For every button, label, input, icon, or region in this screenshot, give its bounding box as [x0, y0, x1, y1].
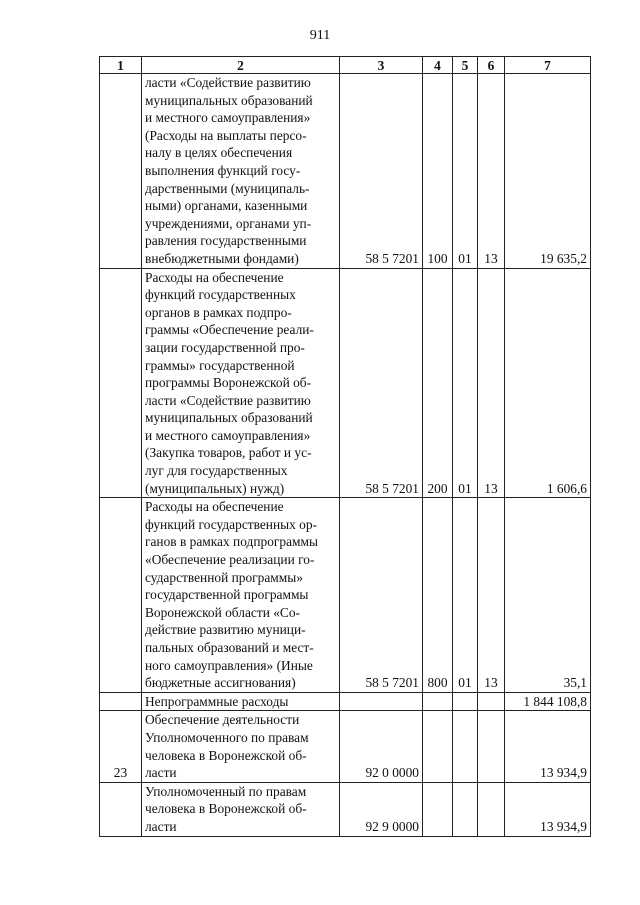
section-code: [453, 692, 478, 711]
description-line: (Закупка товаров, работ и ус-: [145, 445, 312, 461]
description-line: ного самоуправления» (Иные: [145, 657, 313, 673]
row-number: [100, 692, 142, 711]
description-line: луг для государственных: [145, 463, 288, 479]
table-row: [100, 74, 591, 269]
subsection-code: 13: [478, 74, 505, 269]
row-number: [100, 782, 142, 836]
section-code: 01: [453, 74, 478, 269]
description-line: сударственной программы»: [145, 569, 303, 585]
description-line: Воронежской области «Со-: [145, 604, 301, 620]
table-row: [100, 711, 591, 782]
row-description: [142, 711, 340, 782]
expense-type: [423, 692, 453, 711]
section-code: 01: [453, 498, 478, 693]
description-line: «Обеспечение реализации го-: [145, 552, 315, 568]
expense-type: [423, 711, 453, 782]
target-code: 92 0 0000: [340, 711, 423, 782]
description-line: дарственными (муниципаль-: [145, 180, 310, 196]
header-col-7: 7: [505, 57, 591, 74]
amount: 1 606,6: [505, 268, 591, 498]
description-line: Расходы на обеспечение: [145, 499, 284, 515]
description-line: муниципальных образований: [145, 92, 313, 108]
row-description: [142, 268, 340, 498]
description-line: органов в рамках подпро-: [145, 304, 292, 320]
expense-type: 100: [423, 74, 453, 269]
description-line: Обеспечение деятельности: [145, 712, 300, 728]
description-line: и местного самоуправления»: [145, 110, 311, 126]
header-col-1: 1: [100, 57, 142, 74]
description-line: ласти «Содействие развитию: [145, 75, 311, 90]
row-number: [100, 498, 142, 693]
budget-table: [99, 56, 591, 837]
description-line: внебюджетными фондами): [145, 250, 299, 266]
description-line: Непрограммные расходы: [145, 693, 289, 709]
expense-type: 200: [423, 268, 453, 498]
subsection-code: [478, 692, 505, 711]
description-line: граммы» государственной: [145, 357, 295, 373]
section-code: [453, 711, 478, 782]
expense-type: [423, 782, 453, 836]
row-description: [142, 74, 340, 269]
description-line: Уполномоченного по правам: [145, 729, 309, 745]
row-number: [100, 268, 142, 498]
table-row: [100, 498, 591, 693]
description-line: зации государственной про-: [145, 339, 305, 355]
section-code: 01: [453, 268, 478, 498]
description-line: Уполномоченный по правам: [145, 783, 307, 799]
description-line: ганов в рамках подпрограммы: [145, 534, 318, 550]
description-line: муниципальных образований: [145, 410, 313, 426]
target-code: 92 9 0000: [340, 782, 423, 836]
description-line: функций государственных ор-: [145, 516, 318, 532]
amount: 13 934,9: [505, 711, 591, 782]
amount: 13 934,9: [505, 782, 591, 836]
table-row: [100, 782, 591, 836]
table-row: [100, 692, 591, 711]
description-line: действие развитию муници-: [145, 622, 306, 638]
description-line: учреждениями, органами уп-: [145, 215, 312, 231]
description-line: пальных образований и мест-: [145, 640, 314, 655]
description-line: программы Воронежской об-: [145, 375, 312, 391]
target-code: [340, 692, 423, 711]
description-line: ными) органами, казенными: [145, 198, 308, 214]
header-row: [100, 57, 591, 74]
description-line: человека в Воронежской об-: [145, 747, 307, 763]
header-col-6: 6: [478, 57, 505, 74]
description-line: ласти: [145, 765, 177, 781]
row-description: [142, 692, 340, 711]
description-line: человека в Воронежской об-: [145, 801, 307, 817]
expense-type: 800: [423, 498, 453, 693]
header-col-4: 4: [423, 57, 453, 74]
row-description: [142, 498, 340, 693]
description-line: равления государственными: [145, 233, 307, 249]
description-line: выполнения функций госу-: [145, 162, 301, 178]
subsection-code: [478, 782, 505, 836]
description-line: государственной программы: [145, 587, 309, 603]
section-code: [453, 782, 478, 836]
subsection-code: 13: [478, 498, 505, 693]
description-line: Расходы на обеспечение: [145, 269, 284, 285]
page-number: 911: [309, 28, 331, 43]
row-number: [100, 74, 142, 269]
subsection-code: [478, 711, 505, 782]
row-description: [142, 782, 340, 836]
description-line: (Расходы на выплаты персо-: [145, 127, 307, 143]
table-row: [100, 268, 591, 498]
row-number: 23: [100, 711, 142, 782]
description-line: и местного самоуправления»: [145, 427, 311, 443]
description-line: ласти: [145, 818, 177, 834]
amount: 19 635,2: [505, 74, 591, 269]
target-code: 58 5 7201: [340, 268, 423, 498]
description-line: налу в целях обеспечения: [145, 145, 293, 161]
description-line: бюджетные ассигнования): [145, 675, 296, 691]
amount: 35,1: [505, 498, 591, 693]
header-col-2: 2: [142, 57, 340, 74]
description-line: ласти «Содействие развитию: [145, 392, 311, 408]
header-col-3: 3: [340, 57, 423, 74]
header-col-5: 5: [453, 57, 478, 74]
target-code: 58 5 7201: [340, 74, 423, 269]
description-line: (муниципальных) нужд): [145, 480, 285, 496]
description-line: функций государственных: [145, 287, 296, 303]
description-line: граммы «Обеспечение реали-: [145, 322, 314, 338]
amount: 1 844 108,8: [505, 692, 591, 711]
subsection-code: 13: [478, 268, 505, 498]
target-code: 58 5 7201: [340, 498, 423, 693]
